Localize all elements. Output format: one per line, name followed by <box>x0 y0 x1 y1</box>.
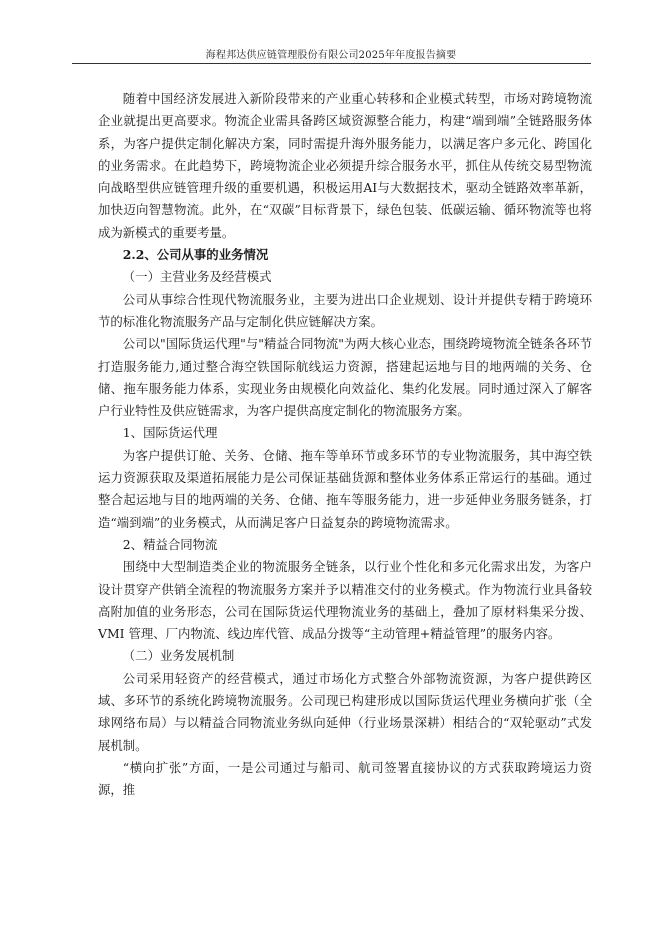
subsection-heading-development: （二）业务发展机制 <box>122 648 235 664</box>
paragraph-horizontal-expansion: “横向扩张”方面，一是公司通过与船司、航司签署直接协议的方式获取跨境运力资源，推 <box>98 759 592 798</box>
subsection-heading-main-business: （一）主营业务及经营模式 <box>122 269 272 285</box>
paragraph-industry-trend: 随着中国经济发展进入新阶段带来的产业重心转移和企业模式转型，市场对跨境物流企业就提出更高要求。物流企业需具备跨区域资源整合能力，构建“端到端”全链路服务体系，为客户提供定制化解决方案，同时需提升海外服务能力，以满足客户多元化、跨国化的业务需求。在此趋势下，跨境物流企业必须提升综合服务水平，抓住从传统交易型物流向战略型供应链管理升级的重要机遇，积极运用AI与大数据技术，驱动全链路效率革新，加快迈向智慧物流。此外，在“双碳”目标背景下，绿色包装、低碳运输、循环物流等也将成为新模式的重要考量。 <box>98 91 592 240</box>
paragraph-core-business: 公司以"国际货运代理"与"精益合同物流"为两大核心业态，围绕跨境物流全链条各环节打造服务能力,通过整合海空铁国际航线运力资源，搭建起运地与目的地两端的关务、仓储、拖车服务能力体系，实现业务由规模化向效益化、集约化发展。同时通过深入了解客户行业特性及供应链需求，为客户提供高度定制化的物流服务方案。 <box>98 336 592 419</box>
item-heading-contract-logistics: 2、精益合同物流 <box>122 536 218 552</box>
section-heading-2-2: 2.2、公司从事的业务情况 <box>122 247 269 263</box>
item-heading-freight-forwarding: 1、国际货运代理 <box>122 425 218 441</box>
paragraph-development-mechanism: 公司采用轻资产的经营模式，通过市场化方式整合外部物流资源，为客户提供跨区域、多环节的系统化跨境物流服务。公司现已构建形成以国际货运代理业务横向扩张（全球网络布局）与以精益合同物流业务纵向延伸（行业场景深耕）相结合的“双轮驱动”式发展机制。 <box>98 670 592 753</box>
header-divider <box>72 63 591 64</box>
paragraph-business-overview: 公司从事综合性现代物流服务业，主要为进出口企业规划、设计并提供专精于跨境环节的标准化物流服务产品与定制化供应链解决方案。 <box>98 291 592 329</box>
paragraph-freight-forwarding: 为客户提供订舱、关务、仓储、拖车等单环节或多环节的专业物流服务，其中海空铁运力资源获取及渠道拓展能力是公司保证基础货源和整体业务体系正常运行的基础。通过整合起运地与目的地两端的关务、仓储、拖车等服务能力，进一步延伸业务服务链条，打造“端到端”的业务模式，从而满足客户日益复杂的跨境物流需求。 <box>98 447 592 530</box>
page-header: 海程邦达供应链管理股份有限公司2025年年度报告摘要 <box>205 50 457 61</box>
document-body <box>98 88 592 802</box>
paragraph-contract-logistics: 围绕中大型制造类企业的物流服务全链条，以行业个性化和多元化需求出发，为客户设计贯穿产供销全流程的物流服务方案并予以精准交付的业务模式。作为物流行业具备较高附加值的业务形态，公司在国际货运代理物流业务的基础上，叠加了原材料集采分拨、VMI 管理、厂内物流、线边库代管、成品分拨等“主动管理+精益管理”的服务内容。 <box>98 559 592 642</box>
